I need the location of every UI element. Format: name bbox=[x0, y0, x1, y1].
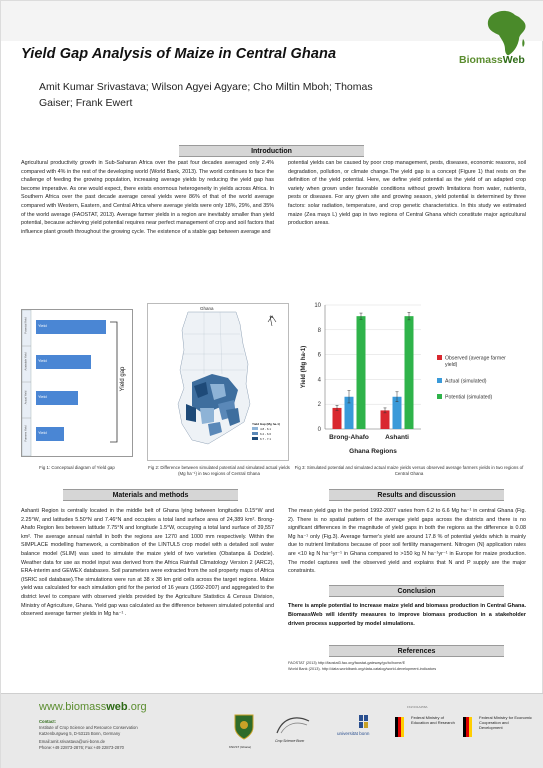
reference-item: FAOSTAT (2013) http://faostat3.fao.org/faostat-gateway/go/to/home/E bbox=[288, 661, 406, 665]
website-part3: .org bbox=[127, 701, 147, 713]
y-tick-label: 0 bbox=[317, 427, 321, 433]
bar-label-1: Yield bbox=[38, 323, 47, 328]
legend-label-1: 4.8 - 6.1 bbox=[260, 427, 272, 431]
logo-part1: Biomass bbox=[459, 54, 503, 66]
crop-science-label: Crop Science Bonn bbox=[275, 739, 305, 743]
reference-item: World Bank (2013). http://data.worldbank.org/data-catalog/world-development-indicators bbox=[288, 667, 437, 671]
website-part2: web bbox=[106, 701, 128, 713]
side-label-attainable: Attainable Yield bbox=[24, 352, 28, 371]
legend-swatch-mid bbox=[252, 432, 258, 435]
side-label-actual: Actual Yield bbox=[24, 390, 28, 405]
results-text: The mean yield gap in the period 1992-2007 varies from 6.2 to 6.6 Mg ha⁻¹ in central Ghana (Fig. 2). There is no spatial pattern of the average yield gaps across the districts and there is no significant differences in the magnitude of yield gaps in both the regions as the difference is 0.08 Mg ha⁻¹ only (Fig.3). Average farmer's yield are around 17.8 % of potential yields which is mainly due to nutrient limitations because of poor soil fertility management. Nitrogen (N) application rates are <10 kg N ha⁻¹yr⁻¹ in Ghana compared to >150 kg N ha⁻¹yr⁻¹ in Europe for maize production. The model captures well the observed yield and explains that N and P supply are the major constraints. bbox=[288, 508, 526, 575]
knust-crest-icon bbox=[233, 713, 255, 741]
map-title: Ghana bbox=[200, 306, 214, 311]
contact-title: Contact: bbox=[39, 719, 56, 724]
bmz-label: Federal Ministry for Economic Cooperation and Development bbox=[479, 715, 532, 730]
uni-bonn-label: universität bonn bbox=[337, 731, 370, 736]
y-axis-label: Yield (Mg ha-1) bbox=[301, 345, 307, 389]
references-list bbox=[288, 660, 526, 672]
crop-science-logo-icon bbox=[273, 713, 313, 737]
x-axis-label: Ghana Regions bbox=[349, 448, 397, 455]
introduction-header: Introduction bbox=[179, 145, 364, 157]
materials-header: Materials and methods bbox=[63, 489, 238, 501]
german-eagle-icon bbox=[395, 717, 407, 737]
bar-0-1 bbox=[381, 410, 390, 429]
fig1-caption: Fig 1: Conceptual diagram of Yield gap bbox=[39, 465, 115, 470]
bar-2-1 bbox=[405, 316, 414, 429]
y-tick-label: 8 bbox=[317, 327, 321, 334]
figure-1 bbox=[21, 309, 133, 457]
logo-part2: Web bbox=[502, 54, 525, 66]
x-category-label: Brong-Ahafo bbox=[329, 434, 369, 441]
yield-gap-label: Yield gap bbox=[120, 366, 126, 392]
fkz-label: FKZ:031A258A bbox=[407, 705, 428, 709]
map-legend bbox=[252, 422, 288, 442]
figure-3 bbox=[289, 297, 529, 463]
map-legend-title: Yield Gap (Mg ha-1) bbox=[252, 422, 280, 426]
bar-label-4: Yield bbox=[38, 430, 47, 435]
legend-label-3: 6.7 - 7.1 bbox=[260, 437, 272, 441]
legend-swatch-dark bbox=[252, 437, 258, 440]
intro-column-2: potential yields can be caused by poor crop management, pests, diseases, economic reasons, soil degradation, pollution, or climate change.The yield gap is a concept (Figure 1) that rests on the definition of the yield potential. Here, we define yield potential as the yield of an adapted crop variety when grown under favorable conditions without growth limitations from water, nutrients, pests or diseases. For any given site and growing season, yield potential is determined by three factors: solar radiation, temperature, and crop genetic characteristics. In this study we estimated maize (Zea mays L) yield gap in two regions of Central Ghana which constitute major agricultural production areas. bbox=[288, 160, 526, 227]
conclusion-header: Conclusion bbox=[329, 585, 504, 597]
bmbf-label: Federal Ministry of Education and Research bbox=[411, 715, 455, 725]
y-tick-label: 10 bbox=[314, 303, 321, 309]
north-arrow-label: N bbox=[270, 314, 273, 319]
materials-text: Ashanti Region is centrally located in the middle belt of Ghana lying between longitudes 0.15°W and 2.25°W, and latitudes 5.50°N and 7.46°N and occupies a total land surface area of 24,389 km². Brong-Ahafo Region lies between latitude 7.75°N and longitude 1.5°W, occupying a total land surface of 39,557 km². The average annual rainfall in both the regions are 1270 and 1000 mm respectively. Within the SIMPLACE modelling framework, a combination of the LINTUL5 crop model with a detailed soil water balance model (SLIM) was used to simulate the maize yield of two varieties (Obatanpa & Dodzie). Weather data for use as model input was derived from the Africa Rainfall Climatology Version 2 (ARC2), ERA-interim and GEWEX databases. Soil parameters were extracted from the soil property maps of Africa (ISRIC soil database).The simulations were run at 38 x 38 km grid cells across the target regions. Maize yield was calculated for each simulation grid for the period of 16 years (1992-2007) and aggregated to the district level to compare with observed yields provided by the Agriculture Statistics & Census Division, Ministry of Agriculture, Ghana. Yield gap was calculated as the difference between simulated potential and observed average farmer yields in Mg ha⁻¹ . bbox=[21, 508, 274, 618]
website-part1: www.biomass bbox=[39, 701, 107, 713]
contact-phone: Phone:+49 22873-2876; Fax:+49 22873-2870 bbox=[39, 745, 124, 751]
website-link[interactable] bbox=[39, 701, 147, 713]
contact-block bbox=[39, 719, 138, 751]
poster-title: Yield Gap Analysis of Maize in Central Ghana bbox=[21, 46, 337, 62]
map-legend-item-3 bbox=[252, 437, 288, 442]
legend-swatch bbox=[437, 355, 442, 360]
y-tick-label: 6 bbox=[317, 352, 321, 359]
contact-email[interactable]: Email:amit.srivastava@uni-bonn.de bbox=[39, 739, 105, 745]
legend-label: yield) bbox=[445, 362, 458, 368]
results-header: Results and discussion bbox=[329, 489, 504, 501]
yield-bar-chart bbox=[289, 297, 529, 463]
legend-label: Potential (simulated) bbox=[445, 394, 493, 401]
top-strip bbox=[1, 1, 543, 41]
africa-map-icon bbox=[485, 9, 531, 57]
x-category-label: Ashanti bbox=[385, 434, 409, 441]
legend-label: Observed (average farmer bbox=[445, 355, 506, 362]
uni-bonn-logo-icon bbox=[337, 715, 373, 729]
y-tick-label: 4 bbox=[317, 377, 321, 384]
y-tick-label: 2 bbox=[317, 402, 321, 409]
authors: Amit Kumar Srivastava; Wilson Agyei Agyare; Cho Miltin Mboh; Thomas Gaiser; Frank Ewert bbox=[39, 81, 373, 109]
german-eagle-icon bbox=[463, 717, 475, 737]
references-header: References bbox=[329, 645, 504, 657]
legend-swatch bbox=[437, 394, 442, 399]
fig1-side-labels bbox=[22, 310, 31, 456]
figure-2 bbox=[147, 303, 289, 461]
legend-swatch bbox=[437, 378, 442, 383]
fig2-caption: Fig 2: Difference between simulated potential and simulated actual yields (Mg ha⁻¹) in two regions of Central Ghana bbox=[148, 465, 290, 476]
biomassweb-logo bbox=[459, 54, 525, 66]
side-label-potential: Potential Yield bbox=[24, 317, 28, 334]
legend-label-2: 6.2 - 6.6 bbox=[260, 432, 272, 436]
bar-2-0 bbox=[357, 316, 366, 429]
side-label-farmers: Farmers Yield bbox=[24, 425, 28, 442]
intro-column-1: Agricultural productivity growth in Sub-Saharan Africa over the past four decades averaged only 2.4% compared with 4% in the rest of the developing world (World Bank, 2013). The world continues to face the challenge of feeding the growing population, increasing average yields by reducing the yield gap has become imperative. As one would expect, there exists enormous heterogeneity in yields across Africa. In Southern Africa over the past decade average cereal yields were 86% of that of the world average compared with Western, Eastern, and Central Africa where average yields were only 18%, 29%, and 35% of the world average (FAOSTAT, 2013). Average farmer yields in a region are inevitably smaller than yield potential, because achieving yield potential requires near perfect management of crop and soil factors that influence plant growth throughout the growing cycle. The existence of a stable gap between average and bbox=[21, 160, 274, 235]
legend-swatch-light bbox=[252, 427, 258, 430]
bar-label-3: Yield bbox=[38, 394, 47, 399]
contact-line: Katzenburgweg 5, D-53115 Bonn, Germany bbox=[39, 730, 121, 736]
bar-0-0 bbox=[333, 408, 342, 429]
knust-label: KNUST (Ghana) bbox=[229, 745, 251, 749]
legend-label: Actual (simulated) bbox=[445, 378, 487, 385]
conclusion-text: There is ample potential to increase maize yield and biomass production in Central Ghana. BiomassWeb will identify measures to improve biomass production in a stakeholder driven process supported by model simulations. bbox=[288, 603, 526, 627]
bar-label-2: Yield bbox=[38, 358, 47, 363]
contact-line: Institute of Crop Science and Resource Conservation bbox=[39, 724, 138, 730]
fig3-caption: Fig 3: Simulated potential and simulated actual maize yields versus observed average farmers yields in two regions of Central Ghana bbox=[294, 465, 524, 476]
